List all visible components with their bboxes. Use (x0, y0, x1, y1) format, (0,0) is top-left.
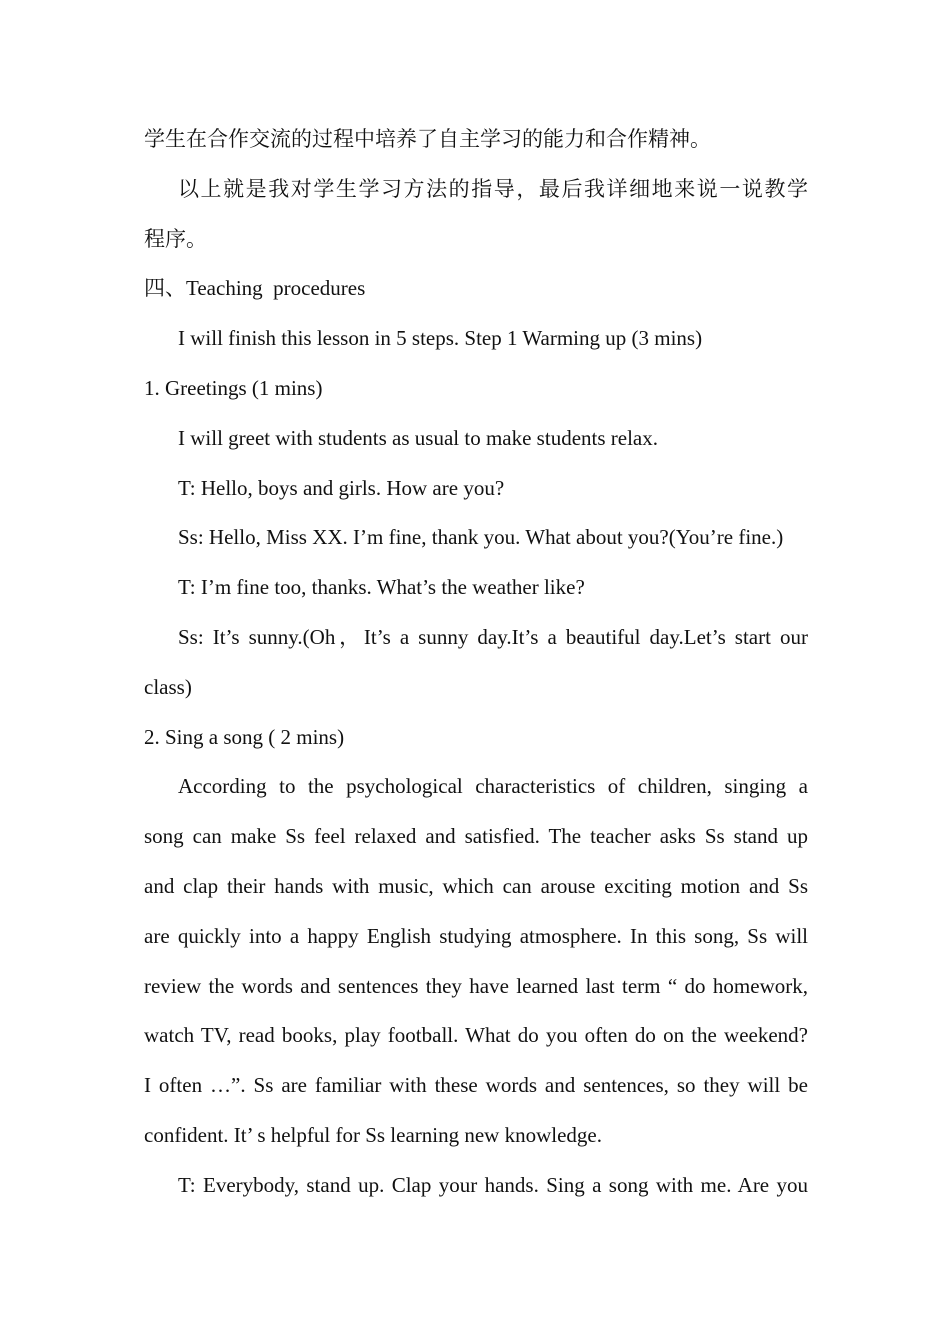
document-body (144, 115, 808, 1211)
paragraph-line: 程序。 (144, 226, 207, 251)
section-heading: 四、Teaching procedures (144, 276, 366, 301)
paragraph-line: watch TV, read books, play football. What do you often do on the weekend? (144, 1023, 808, 1048)
dialogue-line: T: Hello, boys and girls. How are you? (178, 475, 505, 500)
paragraph-line: 学生在合作交流的过程中培养了自主学习的能力和合作精神。 (144, 127, 711, 151)
subheading: 1. Greetings (1 mins) (144, 375, 323, 400)
dialogue-line: class) (144, 674, 192, 699)
dialogue-line: T: I’m fine too, thanks. What’s the weather like? (178, 575, 585, 600)
paragraph-line: I will finish this lesson in 5 steps. Step 1 Warming up (3 mins) (178, 326, 703, 351)
paragraph-line: are quickly into a happy English studying atmosphere. In this song, Ss will (144, 923, 808, 948)
paragraph-line: According to the psychological characteristics of children, singing a (178, 774, 808, 799)
dialogue-line: Ss: Hello, Miss XX. I’m fine, thank you. What about you?(You’re fine.) (178, 525, 784, 550)
paragraph-line: I often …”. Ss are familiar with these words and sentences, so they will be (144, 1073, 808, 1098)
dialogue-line: Ss: It’s sunny.(Oh，It’s a sunny day.It’s a beautiful day.Let’s start our (178, 624, 808, 649)
paragraph-line: 以上就是我对学生学习方法的指导，最后我详细地来说一说教学 (178, 176, 808, 201)
paragraph-line: and clap their hands with music, which can arouse exciting motion and Ss (144, 873, 808, 898)
paragraph-line: I will greet with students as usual to make students relax. (178, 425, 658, 450)
subheading: 2. Sing a song ( 2 mins) (144, 724, 345, 749)
paragraph-line: review the words and sentences they have learned last term “ do homework, (144, 973, 808, 998)
dialogue-line: T: Everybody, stand up. Clap your hands. Sing a song with me. Are you (178, 1172, 808, 1197)
paragraph-line: song can make Ss feel relaxed and satisfied. The teacher asks Ss stand up (144, 824, 808, 849)
paragraph-line: confident. It’ s helpful for Ss learning new knowledge. (144, 1122, 602, 1147)
